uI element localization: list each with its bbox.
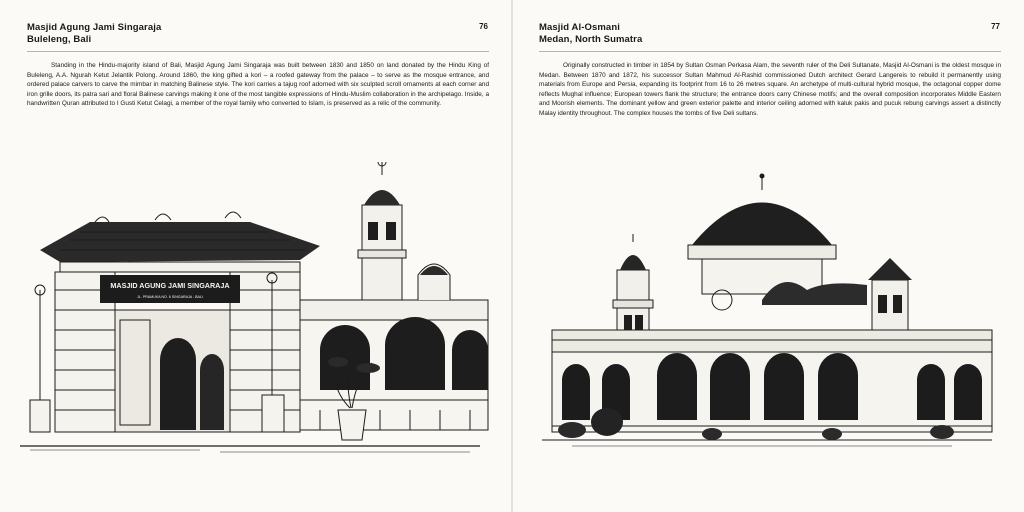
left-page-heading bbox=[27, 22, 489, 46]
main-dome bbox=[688, 174, 867, 311]
ground-hatching bbox=[20, 446, 480, 452]
right-page-heading bbox=[539, 22, 1001, 46]
al-osmani-mosque-illustration bbox=[512, 150, 1024, 470]
right-page-location: Medan, North Sumatra bbox=[539, 34, 643, 45]
right-header-rule bbox=[539, 51, 1001, 52]
left-page-number: 76 bbox=[479, 22, 488, 31]
ground-hatching bbox=[542, 440, 992, 446]
left-page-title: Masjid Agung Jami Singaraja bbox=[27, 22, 162, 33]
right-page-title: Masjid Al-Osmani bbox=[539, 22, 620, 33]
left-header-rule bbox=[27, 51, 489, 52]
sign-address: JL. PRAMUKA NO. 6 SINGARAJA - BALI bbox=[137, 295, 203, 299]
left-page-location: Buleleng, Bali bbox=[27, 34, 92, 45]
left-page-body: Standing in the Hindu-majority island of Bali, Masjid Agung Jami Singaraja was built between 1830 and 1850 on land donated by the Hindu King of Buleleng, A.A. Ngurah Ketut Jelantik Polong. Around 1860, the king gifted a kori – a roofed gateway from the palace – to serve as the mosque entrance, and ordered palace carvers to carve the mimbar in matching Balinese style. The kori carries a tajug roof adorned with six sculpted scroll ornaments at each corner and iron grille doors, its patra sari and floral Balinese carvings making it one of the most tangible expressions of Hindu-Muslim collaboration in the archipelago. Inside, a handwritten Quran attributed to I Gusti Ketut Celagi, a member of the royal family who converted to Islam, is preserved as a relic of the community. bbox=[27, 62, 489, 107]
minaret bbox=[358, 162, 450, 300]
right-page bbox=[512, 0, 1024, 512]
mosque-sign bbox=[100, 275, 240, 303]
main-hall bbox=[300, 300, 488, 430]
sign-title: MASJID AGUNG JAMI SINGARAJA bbox=[110, 281, 230, 290]
right-page-number: 77 bbox=[991, 22, 1000, 31]
singaraja-mosque-illustration bbox=[0, 150, 512, 470]
right-page-body: Originally constructed in timber in 1854 by Sultan Osman Perkasa Alam, the seventh ruler of the Deli Sultanate, Masjid Al-Osmani is the oldest mosque in Medan. Between 1870 and 1872, his successor Sultan Mahmud Al-Rashid commissioned Dutch architect Gerard Langereis to rebuild it permanently using materials from Europe and Persia, expanding its footprint from 16 to 26 metres square. An archetype of multi-cultural hybrid mosque, the octagonal copper dome reflects Mughal influence; European towers flank the structure; the entrance doors carry Chinese motifs; and the overall composition incorporates Middle Eastern and Moorish elements. The dominant yellow and green exterior palette and interior ceiling adorned with kaluk pakis and pucuk rebung carvings assert a distinctly Malay identity throughout. The complex houses the tombs of five Deli sultans. bbox=[539, 62, 1001, 117]
